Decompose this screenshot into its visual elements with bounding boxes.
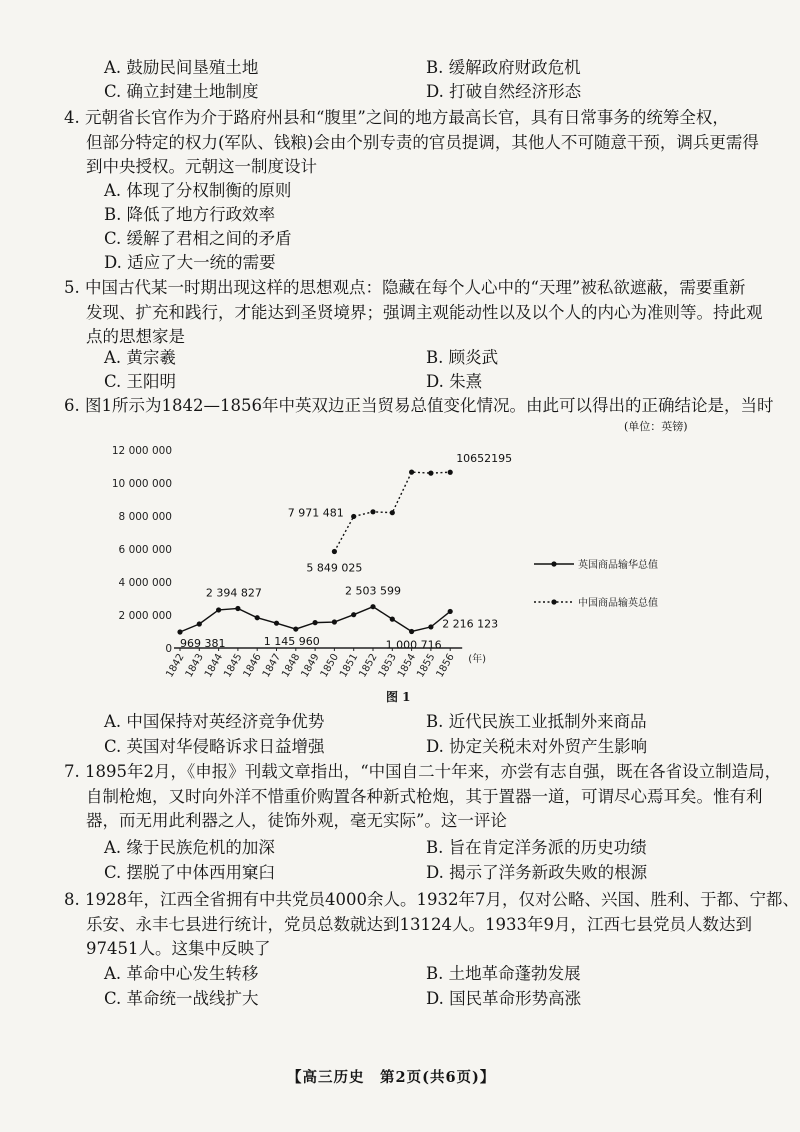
q8-stem-line-1: 8. 1928年，江西全省拥有中共党员4000余人。1932年7月，仅对公略、兴国、胜利、于都、宁都、 [64,890,799,909]
chart-data-labels [180,452,512,651]
q5-stem-line-3: 点的思想家是 [86,327,185,346]
legend-marker [551,599,556,604]
q5-option-a: A. 黄宗羲 [104,348,176,367]
data-point [293,626,298,631]
chart-series-lines [180,472,450,632]
data-point [390,617,395,622]
chart-legend [534,558,658,609]
data-point [177,629,182,634]
page-footer: 【高三历史 第2页(共6页)】 [287,1069,496,1086]
q6-option-d: D. 协定关税未对外贸产生影响 [426,737,648,756]
x-tick-label: 1853 [376,652,399,680]
data-point [197,621,202,626]
x-tick-label: 1847 [260,652,284,680]
data-point [313,620,318,625]
q4-option-a: A. 体现了分权制衡的原则 [104,181,292,200]
x-tick-label: 1849 [299,652,322,680]
data-point [235,606,240,611]
data-label: 2 503 599 [345,584,401,598]
question-4 [64,106,759,180]
data-label: 7 971 481 [287,506,344,520]
chart-data-points [177,470,452,635]
data-point [274,621,279,626]
data-point [370,509,375,514]
data-label: 2 394 827 [205,586,262,600]
x-tick-label: 1842 [164,652,187,680]
data-point [428,624,433,629]
data-point [448,470,453,475]
q3-option-c: C. 确立封建土地制度 [104,82,259,101]
q3-option-a: A. 鼓励民间垦殖土地 [104,58,259,77]
q7-stem-line-2: 自制枪炮，又时向外洋不惜重价购置各种新式枪炮，其于置器一道，可谓尽心焉耳矣。惟有利 [86,786,763,806]
data-point [428,471,433,476]
data-label: 5 849 025 [306,561,363,575]
x-tick-label: 1846 [241,652,264,680]
x-tick-label: 1844 [202,652,226,680]
data-label: 969 381 [180,637,226,651]
q7-option-b: B. 旨在肯定洋务派的历史功绩 [426,838,647,857]
data-point [255,615,260,620]
q8-option-d: D. 国民革命形势高涨 [426,989,582,1008]
x-tick-label: 1851 [338,652,361,680]
q4-stem-line-2: 但部分特定的权力(军队、钱粮)会由个别专责的官员提调，其他人不可随意干预，调兵更需得 [86,132,759,152]
q5-stem-line-1: 5. 中国古代某一时期出现这样的思想观点：隐藏在每个人心中的“天理”被私欲遮蔽，需要重新 [64,278,746,297]
q5-option-b: B. 顾炎武 [426,348,499,367]
q8-stem-line-2: 乐安、永丰七县进行统计，党员总数就达到13124人。1933年9月，江西七县党员人数达到 [86,914,752,934]
q5-stem-line-2: 发现、扩充和践行，才能达到圣贤境界；强调主观能动性以及以个人的内心为准则等。持此观 [86,302,763,322]
data-point [409,629,414,634]
question-5 [64,276,763,350]
y-tick-label: 0 [165,643,172,655]
q7-stem-line-3: 器，而无用此利器之人，徒饰外观，毫无实际”。这一评论 [86,811,507,830]
data-point [351,612,356,617]
q7-option-a: A. 缘于民族危机的加深 [104,838,275,857]
x-tick-label: 1850 [318,652,341,680]
q4-stem-line-1: 4. 元朝省长官作为介于路府州县和“腹里”之间的地方最高长官，具有日常事务的统筹全权， [64,108,729,127]
x-tick-label: 1843 [183,652,206,680]
x-axis [164,648,486,680]
question-8 [64,888,799,962]
q3-option-b: B. 缓解政府财政危机 [426,58,581,77]
data-label: 1 145 960 [263,635,320,649]
data-point [370,604,375,609]
q6-figure-caption: 图 1 [386,690,411,704]
q6-stem: 6. 图1所示为1842—1856年中英双边正当贸易总值变化情况。由此可以得出的正确结论是，当时 [64,396,774,415]
data-point [390,510,395,515]
x-axis-label: (年) [468,654,487,665]
data-point [448,609,453,614]
y-tick-label: 2 000 000 [118,610,172,622]
y-tick-label: 4 000 000 [118,577,172,589]
q4-option-c: C. 缓解了君相之间的矛盾 [104,229,292,248]
q8-option-c: C. 革命统一战线扩大 [104,989,259,1008]
data-point [351,514,356,519]
legend-label: 英国商品输华总值 [578,560,658,571]
q4-stem-line-3: 到中央授权。元朝这一制度设计 [86,157,317,176]
q8-stem-line-3: 97451人。这集中反映了 [86,939,271,958]
question-7 [64,760,782,834]
y-tick-label: 8 000 000 [118,511,172,523]
data-point [332,619,337,624]
legend-label: 中国商品输英总值 [578,598,658,609]
y-tick-label: 6 000 000 [118,544,172,556]
q7-option-c: C. 摆脱了中体西用窠臼 [104,863,276,882]
y-tick-label: 10 000 000 [111,478,172,490]
data-label: 2 216 123 [442,617,499,631]
x-tick-label: 1855 [415,652,438,680]
q7-option-d: D. 揭示了洋务新政失败的根源 [426,863,648,882]
x-tick-label: 1854 [395,652,419,680]
q4-option-b: B. 降低了地方行政效率 [104,205,276,224]
y-axis [112,445,172,655]
x-tick-label: 1856 [434,652,457,680]
q6-chart-unit: (单位：英镑) [624,420,688,433]
x-tick-label: 1852 [357,652,380,680]
data-point [332,549,337,554]
q7-stem-line-1: 7. 1895年2月，《申报》刊载文章指出，“中国自二十年来，亦尝有志自强，既在各省设立制造局， [64,762,782,781]
x-tick-label: 1845 [222,652,245,680]
q6-option-a: A. 中国保持对英经济竞争优势 [104,712,325,731]
q5-option-d: D. 朱熹 [426,372,483,391]
x-tick-label: 1848 [280,652,303,680]
q6-option-c: C. 英国对华侵略诉求日益增强 [104,737,325,756]
y-tick-label: 12 000 000 [111,445,172,457]
data-label: 10652195 [456,452,513,466]
q8-option-a: A. 革命中心发生转移 [104,964,259,983]
q8-option-b: B. 土地革命蓬勃发展 [426,964,581,983]
data-point [409,470,414,475]
q4-option-d: D. 适应了大一统的需要 [104,253,276,272]
data-label: 1 000 716 [385,638,442,652]
legend-marker [551,561,556,566]
q6-option-b: B. 近代民族工业抵制外来商品 [426,712,647,731]
q5-option-c: C. 王阳明 [104,372,177,391]
data-point [216,607,221,612]
q3-option-d: D. 打破自然经济形态 [426,82,582,101]
